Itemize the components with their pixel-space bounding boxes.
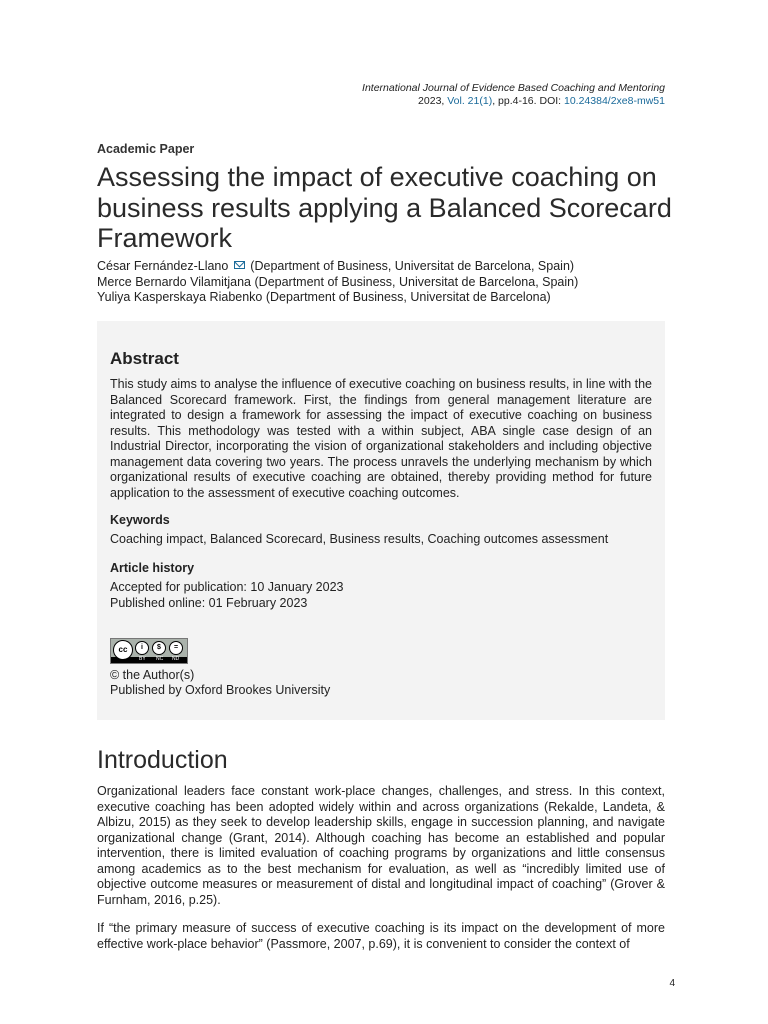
cc-icon: cc: [113, 640, 133, 660]
volume-link[interactable]: Vol. 21(1): [447, 95, 493, 107]
keywords-heading: Keywords: [110, 513, 170, 527]
cc-license-badge[interactable]: [110, 638, 188, 664]
citation-line: [362, 95, 665, 108]
author-name: César Fernández-Llano: [97, 259, 229, 273]
doi-link[interactable]: 10.24384/2xe8-mw51: [564, 95, 665, 107]
author-name: Yuliya Kasperskaya Riabenko: [97, 290, 263, 304]
author-line: [97, 275, 578, 291]
copyright-text: © the Author(s): [110, 668, 195, 682]
abstract-heading: Abstract: [110, 349, 179, 368]
badge-label-nd: ND: [172, 656, 180, 662]
noderivatives-icon: =: [169, 641, 183, 655]
badge-label-nc: NC: [156, 656, 164, 662]
published-date: Published online: 01 February 2023: [110, 596, 308, 610]
author-list: [97, 259, 578, 306]
badge-label-by: BY: [139, 656, 146, 662]
intro-paragraph-1: Organizational leaders face constant work-place changes, challenges, and stress. In this context, executive coaching has been adopted widely within and across organizations (Rekalde, Landeta, & Albizu, 2015) as they seek to develop leadership skills, engage in succession planning, and navigate organizational change (Grant, 2014). Although coaching has become an established and popular intervention, there is limited evaluation of coaching programs by organizations and little consensus among academics as to the best mechanism for evaluation, as well as “incredibly limited use of objective outcome measures or measurement of distal and longitudinal impact of coaching” (Grover & Furnham, 2016, p.25).: [97, 784, 665, 907]
noncommercial-icon: $: [152, 641, 166, 655]
journal-year: 2023,: [418, 95, 445, 107]
author-name: Merce Bernardo Vilamitjana: [97, 274, 252, 289]
journal-pages: , pp.4-16. DOI:: [492, 95, 562, 107]
publisher-text: Published by Oxford Brookes University: [110, 683, 331, 697]
author-affiliation: (Department of Business, Universitat de Barcelona, Spain): [250, 259, 575, 273]
attribution-icon: i: [135, 641, 149, 655]
keywords-text: Coaching impact, Balanced Scorecard, Business results, Coaching outcomes assessment: [110, 532, 609, 546]
journal-name: International Journal of Evidence Based Coaching and Mentoring: [362, 82, 665, 94]
intro-paragraph-2: If “the primary measure of success of executive coaching is its impact on the development of more effective work-place behavior” (Passmore, 2007, p.69), it is convenient to consider the context of: [97, 921, 665, 951]
paper-type-label: Academic Paper: [97, 142, 195, 156]
author-affiliation: (Department of Business, Universitat de Barcelona): [265, 290, 551, 304]
accepted-date: Accepted for publication: 10 January 2023: [110, 580, 344, 594]
journal-header: [362, 82, 665, 108]
page-number: 4: [669, 978, 675, 989]
abstract-text: This study aims to analyse the influence of executive coaching on business results, in line with the Balanced Scorecard framework. First, the findings from general management literature are integrated to design a framework for assessing the impact of executive coaching on business results. This methodology was tested with a within subject, ABA single case design of an Industrial Director, incorporating the vision of organizational stakeholders and including objective management data covering two years. The process unravels the underlying mechanism by which organizational results of executive coaching are obtained, thereby providing method for future application to the assessment of executive coaching outcomes.: [110, 377, 652, 500]
history-heading: Article history: [110, 561, 195, 575]
mail-icon[interactable]: [234, 261, 245, 269]
introduction-heading: Introduction: [97, 746, 228, 774]
abstract-box: [97, 321, 665, 720]
author-line: [97, 290, 578, 306]
paper-title: Assessing the impact of executive coaching on business results applying a Balanced Scorecard Framework: [97, 162, 672, 253]
author-line: [97, 259, 578, 275]
author-affiliation: (Department of Business, Universitat de Barcelona, Spain): [254, 274, 579, 289]
